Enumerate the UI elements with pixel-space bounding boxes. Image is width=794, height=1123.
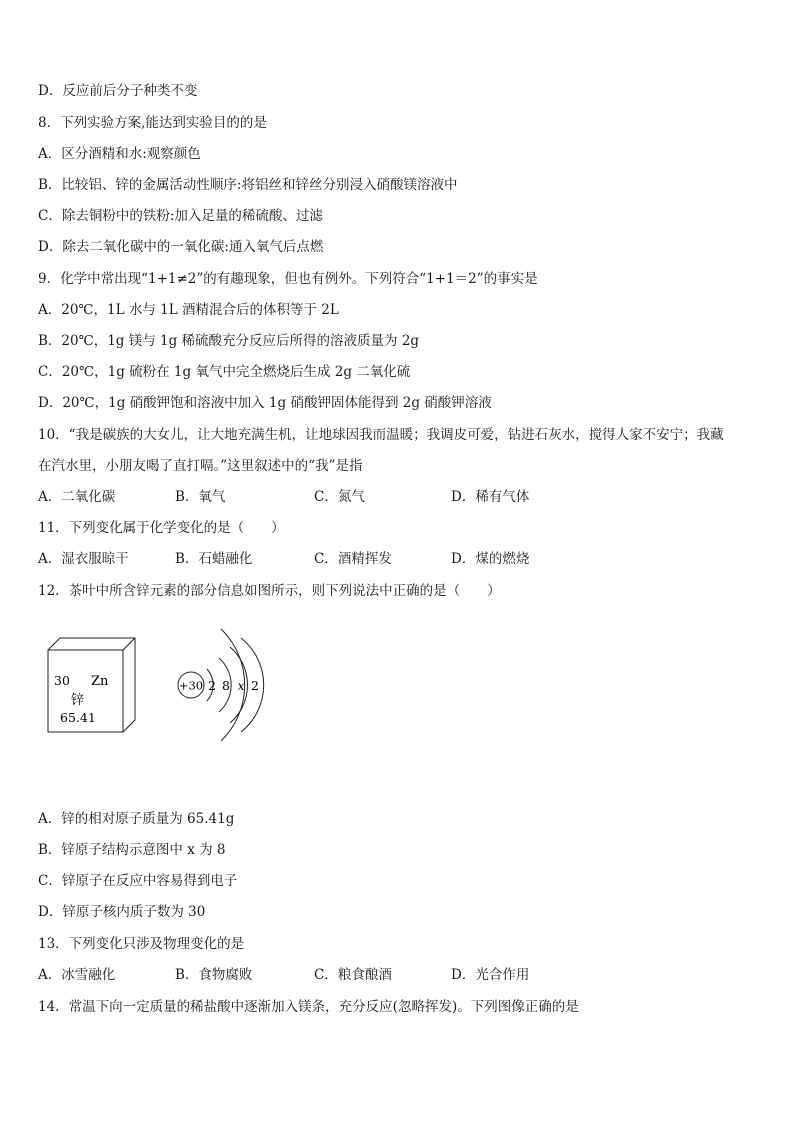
q9-option-c: C．20℃，1g 硫粉在 1g 氧气中完全燃烧后生成 2g 二氧化硫 [38,364,411,380]
q9-option-b: B．20℃，1g 镁与 1g 稀硫酸充分反应后所得的溶液质量为 2g [38,333,420,349]
q8-stem: 8．下列实验方案,能达到实验目的的是 [38,115,267,131]
element-name: 锌 [71,693,85,708]
q8-option-c: C．除去铜粉中的铁粉:加入足量的稀硫酸、过滤 [38,208,323,224]
q11-option-b: B．石蜡融化 [175,551,253,567]
q11-stem: 11．下列变化属于化学变化的是（ ） [38,520,285,536]
q12-option-c: C．锌原子在反应中容易得到电子 [38,873,238,889]
q7-option-d: D．反应前后分子种类不变 [38,83,198,99]
element-symbol: Zn [91,674,109,689]
q9-option-d: D．20℃，1g 硝酸钾饱和溶液中加入 1g 硝酸钾固体能得到 2g 硝酸钾溶液 [38,395,492,411]
q10-option-a: A．二氧化碳 [38,489,116,505]
q12-option-a: A．锌的相对原子质量为 65.41g [38,811,235,827]
shell-count-4: 2 [251,678,259,693]
q10-stem-line1: 10．“我是碳族的大女儿，让大地充满生机，让地球因我而温暖；我调皮可爱，钻进石灰水，搅得人家不安宁；我藏 [38,427,724,443]
q13-option-c: C．粮食酿酒 [314,967,392,983]
q12-option-d: D．锌原子核内质子数为 30 [38,904,206,920]
zinc-figure [40,618,280,758]
atomic-mass: 65.41 [60,710,96,725]
atom-structure [178,629,264,741]
element-number: 30 [54,673,70,688]
q10-option-c: C．氮气 [314,489,365,505]
q13-option-a: A．冰雪融化 [38,967,116,983]
q14-stem: 14．常温下向一定质量的稀盐酸中逐渐加入镁条，充分反应(忽略挥发)。下列图像正确的是 [38,999,579,1015]
shell-count-3: x [237,678,245,693]
q8-option-b: B．比较铝、锌的金属活动性顺序:将铝丝和锌丝分别浸入硝酸镁溶液中 [38,177,458,193]
q11-option-a: A．湿衣服晾干 [38,551,129,567]
q13-option-d: D．光合作用 [451,967,530,983]
q13-stem: 13．下列变化只涉及物理变化的是 [38,936,245,952]
q11-option-d: D．煤的燃烧 [451,551,530,567]
q13-option-b: B．食物腐败 [175,967,253,983]
shell-count-2: 8 [222,678,230,693]
q11-option-c: C．酒精挥发 [314,551,392,567]
q12-option-b: B．锌原子结构示意图中 x 为 8 [38,842,226,858]
q12-stem: 12．茶叶中所含锌元素的部分信息如图所示，则下列说法中正确的是（ ） [38,583,501,599]
q9-option-a: A．20℃，1L 水与 1L 酒精混合后的体积等于 2L [38,302,339,318]
q9-stem: 9．化学中常出现“1+1≠2”的有趣现象，但也有例外。下列符合“1+1＝2”的事实是 [38,271,538,287]
q8-option-a: A．区分酒精和水:观察颜色 [38,146,201,162]
q10-option-d: D．稀有气体 [451,489,530,505]
q8-option-d: D．除去二氧化碳中的一氧化碳:通入氧气后点燃 [38,239,324,255]
nucleus-charge: +30 [178,678,204,693]
shell-count-1: 2 [208,678,216,693]
q10-option-b: B．氧气 [175,489,226,505]
q10-stem-line2: 在汽水里，小朋友喝了直打嗝。”这里叙述中的“我”是指 [38,458,363,474]
zinc-diagram [40,618,280,758]
